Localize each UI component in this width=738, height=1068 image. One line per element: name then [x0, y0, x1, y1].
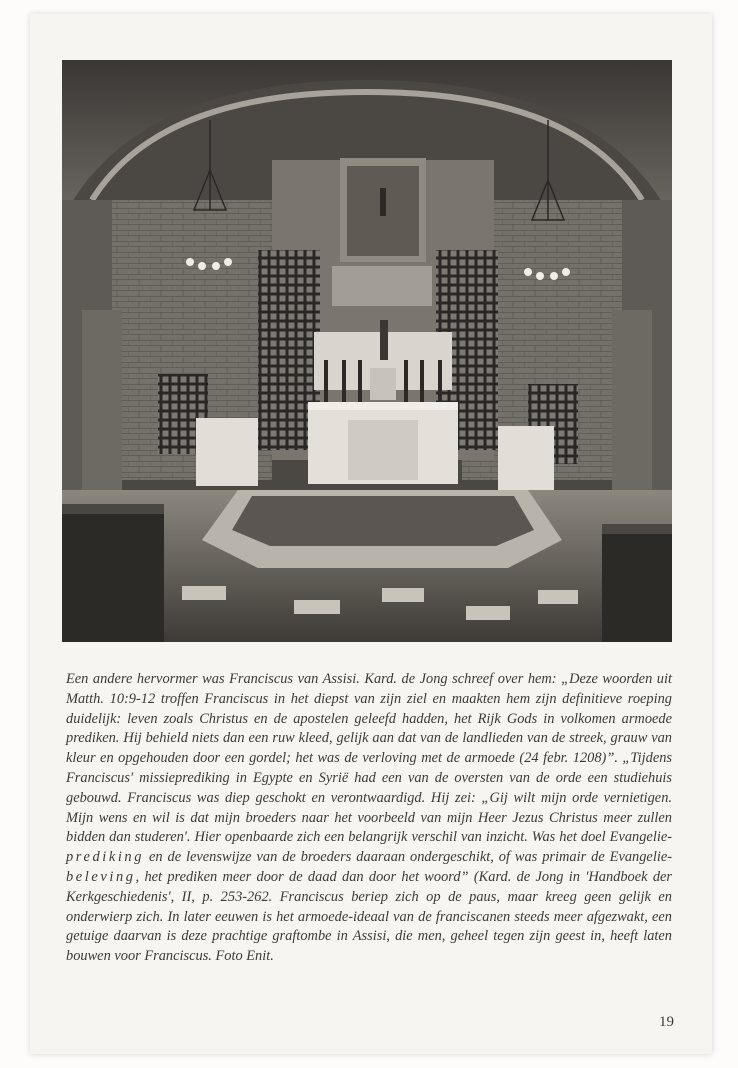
caption-text-3: , het prediken meer door de daad dan door het woord” (Kard. de Jong in 'Handboek der Kerkgeschiedenis', II, p. 253-262. Franciscus beriep zich op de paus, maar kreeg geen gelijk en onderwierp zich. In later eeuwen is het armoede-ideaal van de franciscanen steeds meer afgezwakt, een getuige daarvan is deze prachtige graftombe in Assisi, die men, geheel tegen zijn geest in, heeft laten bouwen voor Franciscus. Foto Enit. [66, 868, 672, 965]
page-number: 19 [659, 1014, 674, 1030]
caption-text-1: Een andere hervormer was Franciscus van Assisi. Kard. de Jong schreef over hem: „Deze woorden uit Matth. 10:9-12 troffen Franciscus in het diepst van zijn ziel en maakten hem zijn definitieve roeping duidelijk: leven zoals Christus en de apostelen geleefd hadden, het Rijk Gods in volkomen armoede prediken. Hij behield niets dan een ruw kleed, gelijk aan dat van de landlieden van de streek, grauw van kleur en opgehouden door een gordel; het was de verloving met de armoede (24 febr. 1208)”. „Tijdens Franciscus' missieprediking in Egypte en Syrië had een van de oversten van de orde een studiehuis gebouwd. Franciscus was diep geschokt en verontwaardigd. Hij zei: „Gij wilt mijn orde vernietigen. Mijn wens en wil is dat mijn broeders naar het voorbeeld van mijn Heer Jezus Christus meer zullen bidden dan studeren'. Hier openbaarde zich een belangrijk verschil van inzicht. Was het doel Evangelie- [66, 671, 672, 846]
caption-text-2: en de levenswijze van de broeders daaraan ondergeschikt, of was primair de Evangelie- [144, 849, 672, 866]
caption-emphasis-prediking: prediking [66, 849, 145, 866]
crypt-image [62, 60, 672, 642]
caption-emphasis-beleving: beleving [66, 868, 136, 885]
book-page [30, 14, 712, 1054]
tomb-photo [62, 60, 672, 642]
caption [66, 670, 672, 967]
